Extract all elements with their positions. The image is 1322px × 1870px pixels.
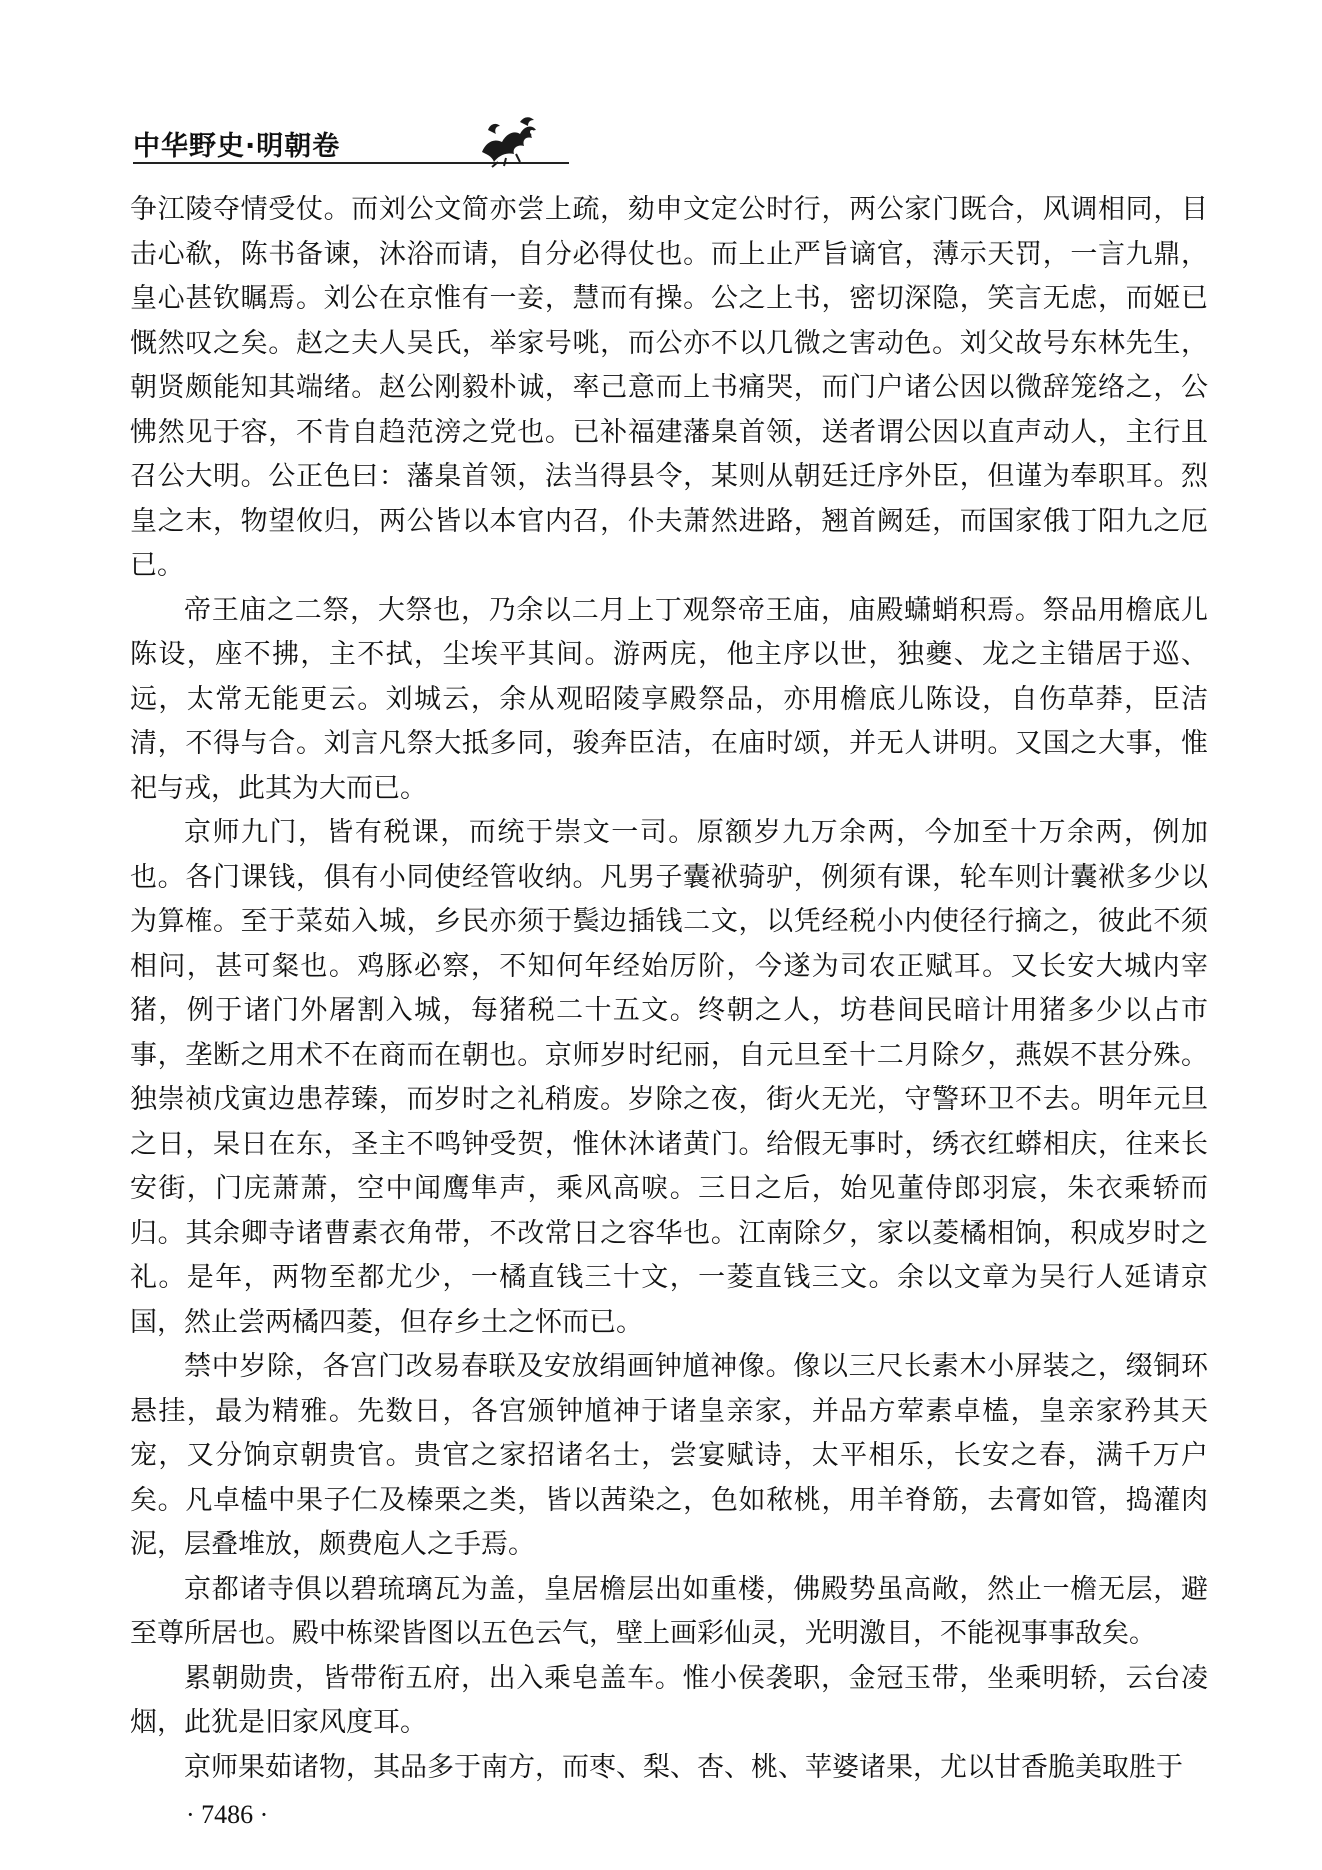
dragon-emblem-icon bbox=[476, 112, 542, 168]
paragraph: 京师果茹诸物，其品多于南方，而枣、梨、杏、桃、苹婆诸果，尤以甘香脆美取胜于 bbox=[184, 1751, 1183, 1783]
paragraph: 京师九门，皆有税课，而统于崇文一司。原额岁九万余两，今加至十万余两，例加也。各门课钱，俱有小同使经管收纳。凡男子囊袱骑驴，例须有课，轮车则计囊袱多少以为算榷。至于菜茹入城，乡民亦须于鬓边插钱二文，以凭经税小内使径行摘之，彼此不须相问，甚可粲也。鸡豚必察，不知何年经始厉阶，今遂为司农正赋耳。又长安大城内宰猪，例于诸门外屠割入城，每猪税二十五文。终朝之人，坊巷间民暗计用猪多少以占市事，垄断之用术不在商而在朝也。京师岁时纪丽，自元旦至十二月除夕，燕娱不甚分殊。独崇祯戊寅边患荐臻，而岁时之礼稍废。岁除之夜，街火无光，守警环卫不去。明年元旦之日，杲日在东，圣主不鸣钟受贺，惟休沐诸黄门。给假无事时，绣衣红蟒相庆，往来长安街，门庑萧萧，空中闻鹰隼声，乘风高唳。三日之后，始见董侍郎羽宸，朱衣乘轿而归。其余卿寺诸曹素衣角带，不改常日之容华也。江南除夕，家以菱橘相饷，积成岁时之礼。是年，两物至都尤少，一橘直钱三十文，一菱直钱三文。余以文章为吴行人延请京国，然止尝两橘四菱，但存乡土之怀而已。 bbox=[130, 817, 1208, 1338]
page-number: · 7486 · bbox=[186, 1800, 269, 1829]
page-body bbox=[130, 188, 1208, 1790]
paragraph: 争江陵夺情受仗。而刘公文简亦尝上疏，劾申文定公时行，两公家门既合，风调相同，目击心欷，陈书备谏，沐浴而请，自分必得仗也。而上止严旨谪官，薄示天罚，一言九鼎，皇心甚钦瞩焉。刘公在京惟有一妾，慧而有操。公之上书，密切深隐，笑言无虑，而姬已慨然叹之矣。赵之夫人吴氏，举家号咷，而公亦不以几微之害动色。刘父故号东林先生，朝贤颇能知其端绪。赵公刚毅朴诚，率己意而上书痛哭，而门户诸公因以微辞笼络之，公怫然见于容，不肯自趋范滂之党也。已补福建藩臬首领，送者谓公因以直声动人，主行且召公大明。公正色曰：藩臬首领，法当得县令，某则从朝廷迁序外臣，但谨为奉职耳。烈皇之末，物望攸归，两公皆以本官内召，仆夫萧然进路，翘首阙廷，而国家俄丁阳九之厄已。 bbox=[130, 194, 1208, 581]
paragraph: 帝王庙之二祭，大祭也，乃余以二月上丁观祭帝王庙，庙殿蟏蛸积焉。祭品用檐底儿陈设，座不拂，主不拭，尘埃平其间。游两庑，他主序以世，独夔、龙之主错居于巡、远，太常无能更云。刘城云，余从观昭陵享殿祭品，亦用檐底儿陈设，自伤草莽，臣洁清，不得与合。刘言凡祭大抵多同，骏奔臣洁，在庙时颂，并无人讲明。又国之大事，惟祀与戎，此其为大而已。 bbox=[130, 594, 1208, 804]
paragraph: 京都诸寺俱以碧琉璃瓦为盖，皇居檐层出如重楼，佛殿势虽高敞，然止一檐无层，避至尊所居也。殿中栋梁皆图以五色云气，壁上画彩仙灵，光明激目，不能视事事敌矣。 bbox=[130, 1573, 1208, 1649]
paragraph: 累朝勋贵，皆带衔五府，出入乘皂盖车。惟小侯袭职，金冠玉带，坐乘明轿，云台凌烟，此犹是旧家风度耳。 bbox=[130, 1662, 1208, 1738]
header-title: 中华野史·明朝卷 bbox=[133, 131, 341, 162]
paragraph: 禁中岁除，各宫门改易春联及安放绢画钟馗神像。像以三尺长素木小屏装之，缀铜环悬挂，最为精雅。先数日，各宫颁钟馗神于诸皇亲家，并品方荤素卓榼，皇亲家矜其天宠，又分饷京朝贵官。贵官之家招诸名士，尝宴赋诗，太平相乐，长安之春，满千万户矣。凡卓榼中果子仁及榛栗之类，皆以茜染之，色如秾桃，用羊脊筋，去膏如管，捣灌肉泥，层叠堆放，颇费庖人之手焉。 bbox=[130, 1351, 1208, 1560]
